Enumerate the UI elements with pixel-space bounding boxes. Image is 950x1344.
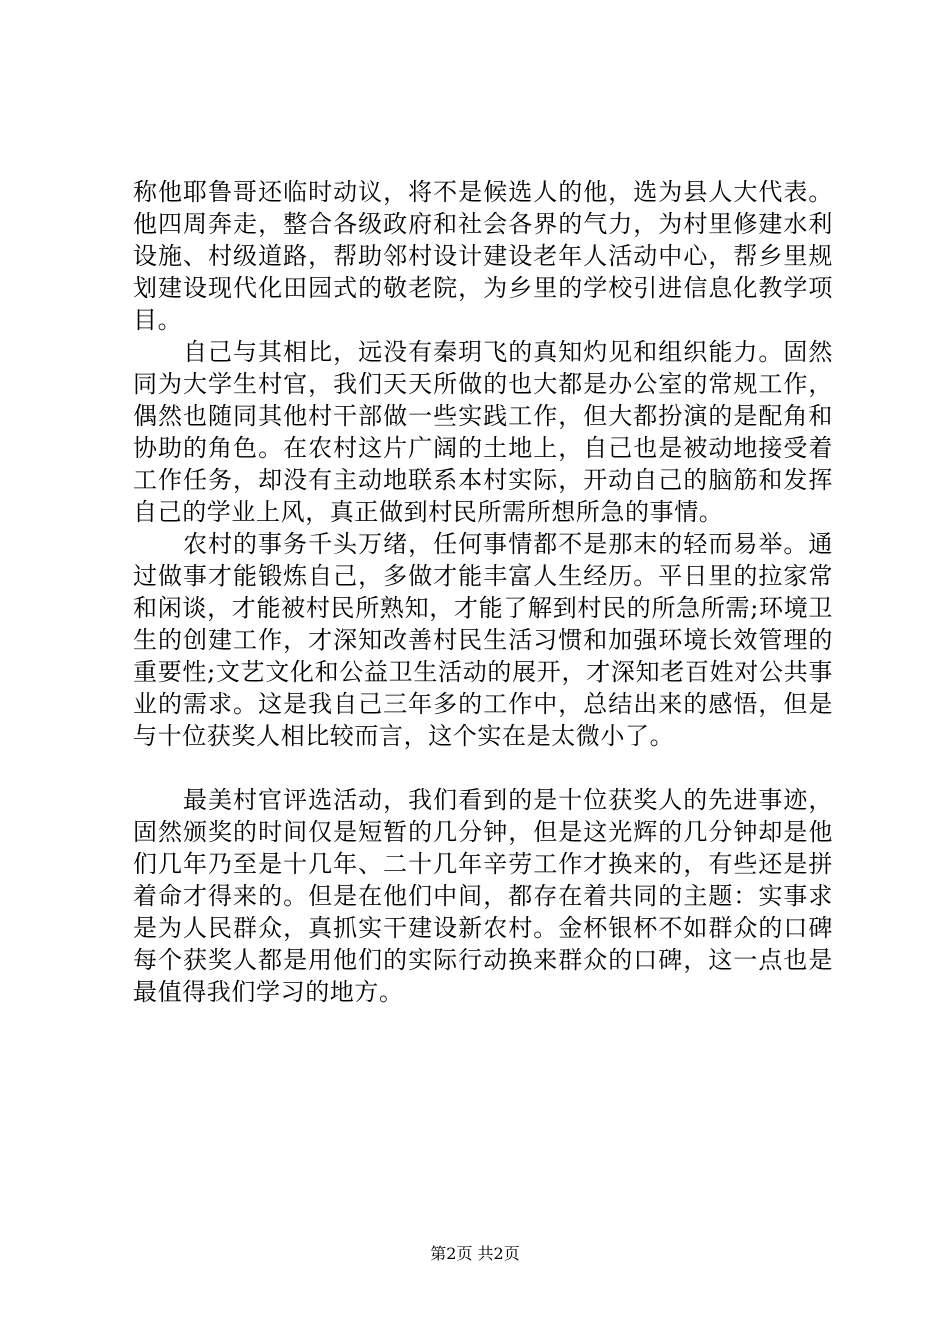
paragraph-gap [133,752,833,784]
paragraph-conclusion: 最美村官评选活动，我们看到的是十位获奖人的先进事迹，固然颁奖的时间仅是短暂的几分钟，但是这光辉的几分钟却是他们几年乃至是十几年、二十几年辛劳工作才换来的，有些还是拼着命才得来的。但是在他们中间，都存在着共同的主题：实事求是为人民群众，真抓实干建设新农村。金杯银杯不如群众的口碑每个获奖人都是用他们的实际行动换来群众的口碑，这一点也是最值得我们学习的地方。 [133,786,833,1006]
paragraph-self-comparison: 自己与其相比，远没有秦玥飞的真知灼见和组织能力。固然同为大学生村官，我们天天所做的也大都是办公室的常规工作，偶然也随同其他村干部做一些实践工作，但大都扮演的是配角和协助的角色。在农村这片广阔的土地上，自己也是被动地接受着工作任务，却没有主动地联系本村实际，开动自己的脑筋和发挥自己的学业上风，真正做到村民所需所想所急的事情。 [133,338,833,526]
page-number-footer: 第2页 共2页 [430,1244,520,1263]
document-body [133,176,833,1008]
paragraph-rural-work: 农村的事务千头万绪，任何事情都不是那末的轻而易举。通过做事才能锻炼自己，多做才能丰富人生经历。平日里的拉家常和闲谈，才能被村民所熟知，才能了解到村民的所急所需;环境卫生的创建工作，才深知改善村民生活习惯和加强环境长效管理的重要性;文艺文化和公益卫生活动的展开，才深知老百姓对公共事业的需求。这是我自己三年多的工作中，总结出来的感悟，但是与十位获奖人相比较而言，这个实在是太微小了。 [133,530,833,750]
paragraph-continuation: 称他耶鲁哥还临时动议，将不是候选人的他，选为县人大代表。他四周奔走，整合各级政府和社会各界的气力，为村里修建水利设施、村级道路，帮助邻村设计建设老年人活动中心，帮乡里规划建设现代化田园式的敬老院，为乡里的学校引进信息化教学项目。 [133,178,833,334]
